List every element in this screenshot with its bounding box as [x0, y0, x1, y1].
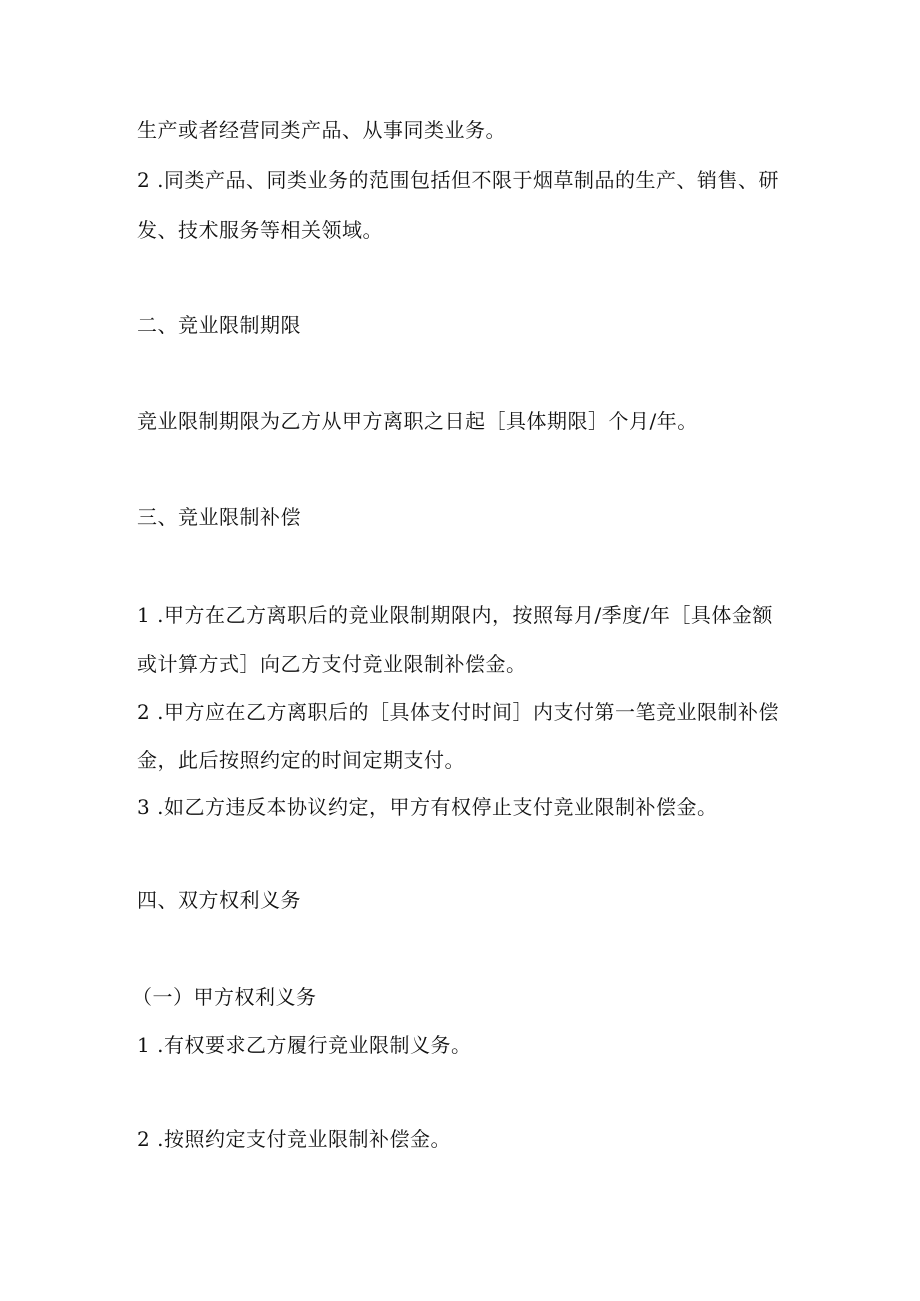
section-heading-compensation: 三、竞业限制补偿: [137, 505, 301, 529]
list-item-2-line-2: 发、技术服务等相关领域。: [137, 218, 383, 242]
compensation-item-2-line-2: 金，此后按照约定的时间定期支付。: [137, 748, 465, 772]
rights-item-1: 1 .有权要求乙方履行竞业限制义务。: [137, 1033, 472, 1057]
compensation-item-3: 3 .如乙方违反本协议约定，甲方有权停止支付竞业限制补偿金。: [137, 795, 718, 819]
section-heading-term: 二、竞业限制期限: [137, 313, 301, 337]
compensation-item-1-line-2: 或计算方式］向乙方支付竞业限制补偿金。: [137, 652, 527, 676]
section-heading-rights: 四、双方权利义务: [137, 888, 301, 912]
subsection-heading-party-a: （一）甲方权利义务: [132, 985, 317, 1009]
section-term-text: 竞业限制期限为乙方从甲方离职之日起［具体期限］个月/年。: [137, 409, 698, 433]
list-item-2-line-1: 2 .同类产品、同类业务的范围包括但不限于烟草制品的生产、销售、研: [137, 168, 779, 192]
rights-item-2: 2 .按照约定支付竞业限制补偿金。: [137, 1127, 451, 1151]
compensation-item-1-line-1: 1 .甲方在乙方离职后的竞业限制期限内，按照每月/季度/年［具体金额: [137, 603, 773, 627]
compensation-item-2-line-1: 2 .甲方应在乙方离职后的［具体支付时间］内支付第一笔竞业限制补偿: [137, 700, 779, 724]
paragraph-line: 生产或者经营同类产品、从事同类业务。: [137, 118, 506, 142]
